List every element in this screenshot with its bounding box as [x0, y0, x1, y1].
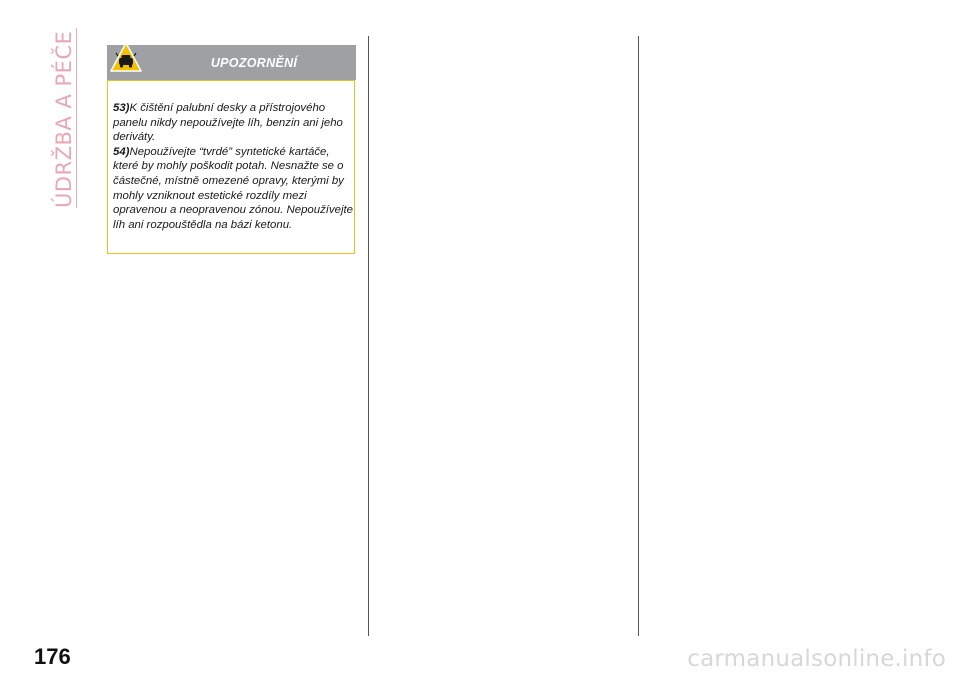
warning-item-text: K čištění palubní desky a přístrojového panelu nikdy nepoužívejte líh, benzin ani jeho deriváty. — [113, 102, 343, 144]
page-number: 176 — [34, 644, 71, 669]
warning-item-ref: 54) — [113, 145, 130, 158]
column-divider-left — [368, 36, 369, 636]
watermark: carmanualsonline.info — [687, 646, 946, 672]
warning-triangle-icon — [109, 41, 143, 75]
warning-header — [107, 45, 356, 80]
warning-item-ref: 53) — [113, 102, 130, 114]
warning-item-text: Nepoužívejte “tvrdé” syntetické kartáče, které by mohly poškodit potah. Nesnažte se o částečné, místně omezené opravy, kterými by mohly vzniknout estetické rozdíly mezi opravenou a neopravenou zónou. Nepoužívejte líh ani rozpouštědla na bázi ketonu. — [113, 145, 354, 231]
column-divider-right — [638, 36, 639, 636]
warning-item — [113, 101, 355, 145]
warning-item — [113, 145, 355, 233]
warning-text — [113, 101, 355, 232]
section-side-title: ÚDRŽBA A PÉČE — [52, 28, 77, 208]
warning-title: UPOZORNĚNÍ — [210, 56, 298, 70]
